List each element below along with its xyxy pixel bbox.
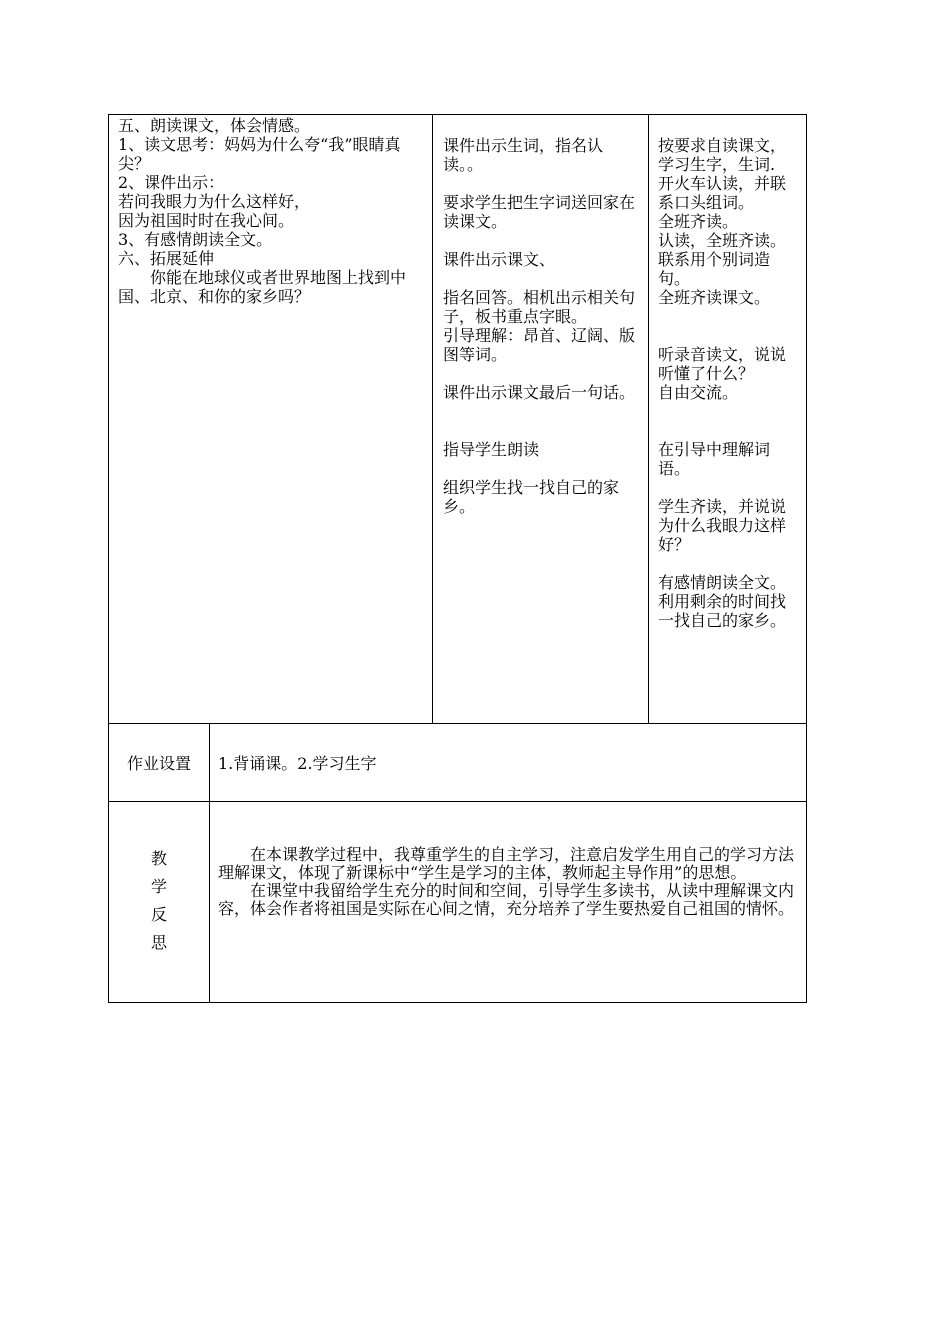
student-line: 按要求自读课文，学习生字，生词.	[658, 136, 787, 174]
teaching-content-cell	[118, 116, 426, 306]
reflection-label-char: 教	[150, 849, 167, 868]
student-line: 利用剩余的时间找一找自己的家乡。	[658, 592, 787, 630]
student-line: 在引导中理解词语。	[658, 440, 771, 478]
student-line: 全班齐读。	[658, 212, 739, 231]
content-line: 六、拓展延伸	[118, 249, 215, 268]
student-line: 自由交流。	[658, 383, 739, 402]
student-line: 全班齐读课文。	[658, 288, 771, 307]
reflection-paragraph: 在本课教学过程中，我尊重学生的自主学习，注意启发学生用自己的学习方法理解课文，体现了新课标中“学生是学习的主体，教师起主导作用”的思想。	[218, 845, 795, 882]
student-line: 开火车认读，并联系口头组词。	[658, 174, 787, 212]
reflection-label-char: 学	[150, 877, 167, 896]
table-bottom-border	[108, 1002, 807, 1003]
content-line: 3、有感情朗读全文。	[118, 230, 273, 249]
reflection-label-char: 思	[150, 933, 167, 952]
table-right-border	[806, 114, 807, 1003]
reflection-label-char: 反	[150, 905, 167, 924]
activity-line: 课件出示课文、	[443, 250, 556, 269]
activity-line: 指导学生朗读	[443, 440, 540, 459]
homework-content: 1.背诵课。2.学习生字	[218, 754, 377, 773]
content-line: 因为祖国时时在我心间。	[118, 211, 295, 230]
activity-line: 组织学生找一找自己的家乡。	[443, 478, 620, 516]
activity-line: 指名回答。相机出示相关句子，板书重点字眼。	[443, 288, 636, 326]
content-line: 2、课件出示：	[118, 173, 225, 192]
activity-line: 引导理解：昂首、辽阔、版图等词。	[443, 326, 636, 364]
content-line: 你能在地球仪或者世界地图上找到中国、北京、和你的家乡吗？	[118, 268, 407, 306]
student-line: 有感情朗读全文。	[658, 573, 787, 592]
col-divider-1	[432, 114, 433, 724]
row-divider-2	[108, 801, 807, 802]
reflection-content	[218, 846, 802, 918]
reflection-paragraph: 在课堂中我留给学生充分的时间和空间，引导学生多读书，从读中理解课文内容，体会作者将祖国是实际在心间之情，充分培养了学生要热爱自己祖国的情怀。	[218, 881, 795, 918]
table-top-border	[108, 114, 807, 115]
content-line: 1、读文思考：妈妈为什么夸“我”眼睛真尖？	[118, 135, 401, 173]
content-line: 若问我眼力为什么这样好，	[118, 192, 311, 211]
student-line: 学生齐读，并说说为什么我眼力这样好？	[658, 497, 787, 554]
col-divider-2	[648, 114, 649, 724]
activity-line: 要求学生把生字词送回家在读课文。	[443, 193, 636, 231]
student-line: 听录音读文，说说听懂了什么？	[658, 345, 787, 383]
teacher-activity-cell	[443, 136, 641, 516]
row-divider-1	[108, 723, 807, 724]
student-activity-cell	[658, 136, 800, 630]
activity-line: 课件出示课文最后一句话。	[443, 383, 636, 402]
content-line: 五、朗读课文，体会情感。	[118, 116, 311, 135]
homework-label: 作业设置	[126, 754, 191, 773]
reflection-label	[109, 845, 209, 957]
label-col-divider	[209, 723, 210, 1003]
student-line: 联系用个别词造句。	[658, 250, 771, 288]
student-line: 认读，全班齐读。	[658, 231, 787, 250]
activity-line: 课件出示生词，指名认读。。	[443, 136, 604, 174]
